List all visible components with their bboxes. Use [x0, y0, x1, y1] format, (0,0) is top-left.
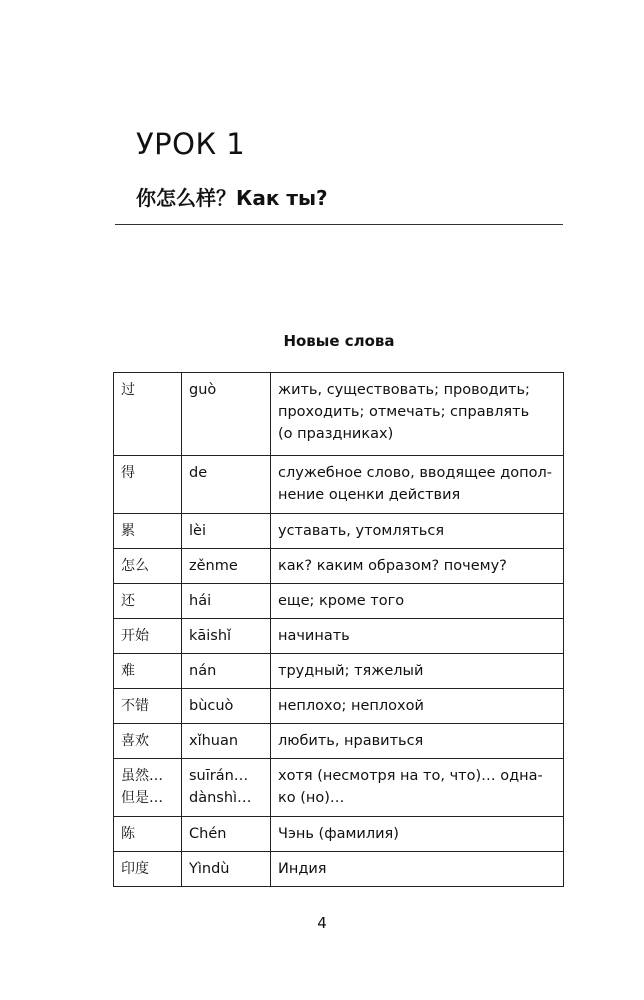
table-row: [114, 759, 564, 817]
meaning-cell: [271, 852, 564, 887]
table-row: [114, 654, 564, 689]
pinyin-cell: de: [182, 456, 271, 514]
meaning-cell: [271, 549, 564, 584]
pinyin-cell: xǐhuan: [182, 724, 271, 759]
hanzi-cell: 不错: [114, 689, 182, 724]
meaning-line: еще; кроме того: [278, 593, 405, 609]
meaning-cell: [271, 514, 564, 549]
meaning-line: трудный; тяжелый: [278, 663, 424, 679]
hanzi-cell: 喜欢: [114, 724, 182, 759]
meaning-cell: [271, 689, 564, 724]
table-row: [114, 584, 564, 619]
table-row: [114, 817, 564, 852]
meaning-line: уставать, утомляться: [278, 523, 445, 539]
meaning-line: как? каким образом? почему?: [278, 558, 507, 574]
table-row: [114, 514, 564, 549]
meaning-cell: [271, 817, 564, 852]
hanzi-cell: 难: [114, 654, 182, 689]
meaning-line: начинать: [278, 628, 350, 644]
table-row: [114, 619, 564, 654]
pinyin-cell: guò: [182, 373, 271, 456]
meaning-line: хотя (несмотря на то, что)… одна-: [278, 768, 543, 784]
lesson-title: УРОК 1: [136, 127, 246, 161]
hanzi-cell: [114, 759, 182, 817]
pinyin-cell: Chén: [182, 817, 271, 852]
hanzi-cell: 开始: [114, 619, 182, 654]
table-row: [114, 724, 564, 759]
table-row: [114, 373, 564, 456]
meaning-cell: [271, 584, 564, 619]
meaning-line: (о праздниках): [278, 426, 394, 442]
pinyin-line: dànshì…: [189, 790, 252, 806]
meaning-line: ко (но)…: [278, 790, 345, 806]
meaning-cell: [271, 619, 564, 654]
lesson-subtitle: 你怎么样？Как ты?: [136, 186, 328, 210]
vocabulary-table: [113, 372, 564, 887]
meaning-line: жить, существовать; проводить;: [278, 382, 530, 398]
pinyin-cell: Yìndù: [182, 852, 271, 887]
meaning-line: неплохо; неплохой: [278, 698, 424, 714]
hanzi-cell: 得: [114, 456, 182, 514]
meaning-line: Чэнь (фамилия): [278, 826, 399, 842]
hanzi-cell: 过: [114, 373, 182, 456]
meaning-line: служебное слово, вводящее допол-: [278, 465, 552, 481]
meaning-cell: [271, 456, 564, 514]
table-row: [114, 852, 564, 887]
meaning-line: проходить; отмечать; справлять: [278, 404, 530, 420]
pinyin-line: suīrán…: [189, 768, 249, 784]
meaning-line: Индия: [278, 861, 327, 877]
pinyin-cell: nán: [182, 654, 271, 689]
pinyin-cell: zěnme: [182, 549, 271, 584]
hanzi-cell: 还: [114, 584, 182, 619]
table-row: [114, 689, 564, 724]
heading-divider: [115, 224, 563, 225]
hanzi-line: 但是…: [121, 790, 163, 806]
pinyin-cell: hái: [182, 584, 271, 619]
table-row: [114, 549, 564, 584]
table-row: [114, 456, 564, 514]
pinyin-cell: lèi: [182, 514, 271, 549]
hanzi-line: 虽然…: [121, 768, 163, 784]
meaning-line: нение оценки действия: [278, 487, 461, 503]
meaning-cell: [271, 654, 564, 689]
hanzi-cell: 印度: [114, 852, 182, 887]
page-number: 4: [317, 914, 327, 932]
hanzi-cell: 累: [114, 514, 182, 549]
meaning-cell: [271, 373, 564, 456]
section-title: Новые слова: [283, 332, 395, 350]
hanzi-cell: 怎么: [114, 549, 182, 584]
pinyin-cell: kāishǐ: [182, 619, 271, 654]
pinyin-cell: [182, 759, 271, 817]
pinyin-cell: bùcuò: [182, 689, 271, 724]
meaning-cell: [271, 759, 564, 817]
vocabulary-table-body: [114, 373, 564, 887]
hanzi-cell: 陈: [114, 817, 182, 852]
meaning-line: любить, нравиться: [278, 733, 424, 749]
meaning-cell: [271, 724, 564, 759]
